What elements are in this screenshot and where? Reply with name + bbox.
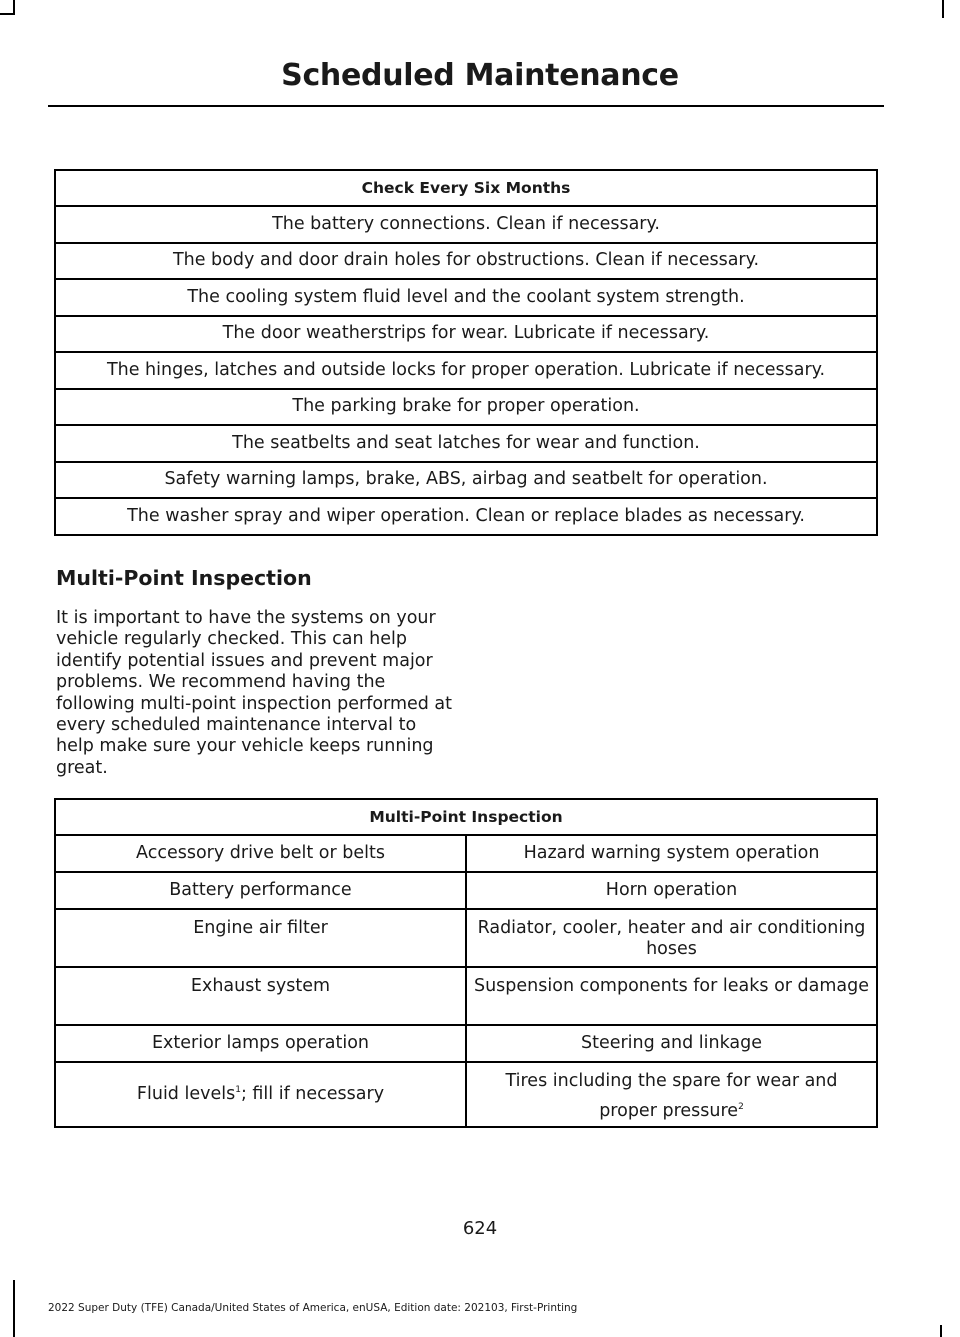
table-cell-right: Radiator, cooler, heater and air conditioning hoses (466, 909, 877, 967)
table-row (55, 279, 877, 316)
table-heading: Check Every Six Months (55, 170, 877, 206)
fluid-levels-text: Fluid levels (136, 1084, 236, 1104)
table-row (55, 316, 877, 353)
table-row (55, 1025, 877, 1062)
inspection-table (54, 798, 878, 1128)
table-cell-right: Suspension components for leaks or damage (466, 967, 877, 1025)
table-cell: The washer spray and wiper operation. Clean or replace blades as necessary. (55, 498, 877, 535)
table-row (55, 243, 877, 280)
table-cell: The parking brake for proper operation. (55, 389, 877, 426)
footer-text: 2022 Super Duty (TFE) Canada/United States of America, enUSA, Edition date: 202103, First-Printing (48, 1302, 578, 1314)
fluid-levels-suffix: ; fill if necessary (240, 1084, 385, 1104)
section-paragraph: It is important to have the systems on your vehicle regularly checked. This can help identify potential issues and prevent major problems. We recommend having the following multi-point inspection performed at every scheduled maintenance interval to help make sure your vehicle keeps running great. (56, 608, 453, 778)
tires-text-line2: proper pressure (599, 1101, 739, 1121)
table-row (55, 909, 877, 967)
table-cell-left: Engine air filter (55, 909, 466, 967)
footnote-marker: 2 (738, 1102, 744, 1113)
table-row (55, 967, 877, 1025)
table-cell-left: Accessory drive belt or belts (55, 835, 466, 872)
table-cell-right (466, 1062, 877, 1127)
page-title: Scheduled Maintenance (281, 58, 679, 93)
table-row (55, 352, 877, 389)
table-cell-right: Steering and linkage (466, 1025, 877, 1062)
table-cell-right: Hazard warning system operation (466, 835, 877, 872)
table-header-row (55, 799, 877, 835)
table-cell-left (55, 1062, 466, 1127)
header-rule (48, 105, 884, 107)
table-heading: Multi-Point Inspection (55, 799, 877, 835)
table-row (55, 425, 877, 462)
tires-text-line1: Tires including the spare for wear and (505, 1071, 838, 1091)
table-cell: The hinges, latches and outside locks for proper operation. Lubricate if necessary. (55, 352, 877, 389)
table-row (55, 872, 877, 909)
table-cell-left: Exhaust system (55, 967, 466, 1025)
table-header-row (55, 170, 877, 206)
table-row (55, 462, 877, 499)
table-cell: The cooling system fluid level and the coolant system strength. (55, 279, 877, 316)
six-months-table (54, 169, 878, 536)
table-cell: The door weatherstrips for wear. Lubricate if necessary. (55, 316, 877, 353)
table-row (55, 1062, 877, 1127)
table-cell-left: Battery performance (55, 872, 466, 909)
footnote-marker: 1 (235, 1085, 241, 1096)
table-row (55, 206, 877, 243)
page-number: 624 (462, 1218, 498, 1239)
table-row (55, 835, 877, 872)
crop-mark-top-left (0, 0, 15, 15)
table-cell: The body and door drain holes for obstructions. Clean if necessary. (55, 243, 877, 280)
table-cell: The battery connections. Clean if necessary. (55, 206, 877, 243)
table-cell: Safety warning lamps, brake, ABS, airbag and seatbelt for operation. (55, 462, 877, 499)
table-cell: The seatbelts and seat latches for wear and function. (55, 425, 877, 462)
crop-mark-top-right (942, 0, 944, 18)
crop-mark-bottom-right (940, 1325, 942, 1337)
table-cell-left: Exterior lamps operation (55, 1025, 466, 1062)
table-row (55, 498, 877, 535)
crop-mark-bottom-left (0, 1280, 15, 1337)
table-row (55, 389, 877, 426)
table-cell-right: Horn operation (466, 872, 877, 909)
section-heading: Multi-Point Inspection (56, 566, 312, 590)
